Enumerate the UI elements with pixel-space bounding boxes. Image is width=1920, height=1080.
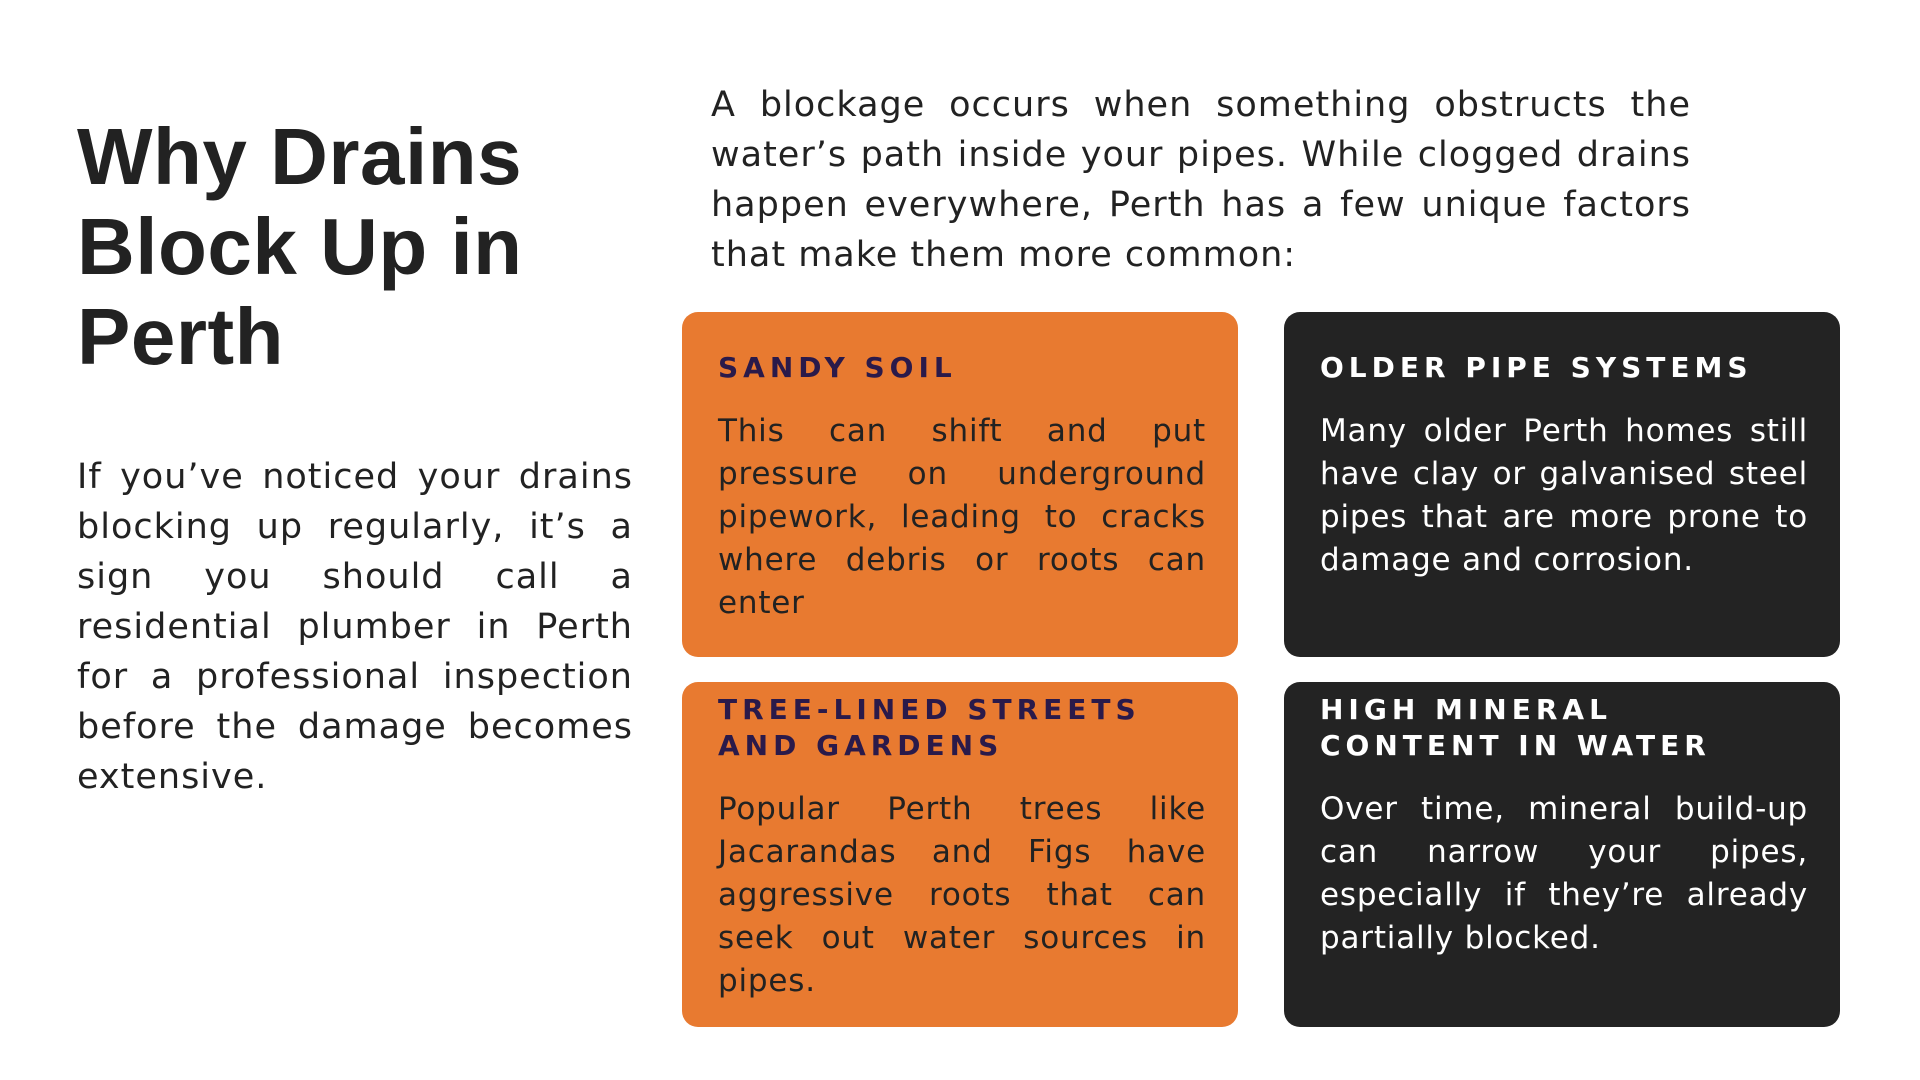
- card-high-mineral-content: [1284, 682, 1840, 1027]
- card-text: Popular Perth trees like Jacarandas and Figs have aggressive roots that can seek out water sources in pipes.: [718, 791, 1206, 999]
- card-older-pipe-systems: [1284, 312, 1840, 657]
- card-title: TREE-LINED STREETS AND GARDENS: [718, 693, 1141, 762]
- card-tree-lined-streets: [682, 682, 1238, 1027]
- card-sandy-soil: [682, 312, 1238, 657]
- page-title: Why Drains Block Up in Perth: [77, 112, 523, 381]
- card-text: Over time, mineral build-up can narrow your pipes, especially if they’re already partially blocked.: [1320, 791, 1808, 956]
- card-text: This can shift and put pressure on underground pipework, leading to cracks where debris or roots can enter: [718, 413, 1206, 621]
- card-title: OLDER PIPE SYSTEMS: [1320, 351, 1753, 384]
- card-title: HIGH MINERAL CONTENT IN WATER: [1320, 693, 1711, 762]
- card-text: Many older Perth homes still have clay or galvanised steel pipes that are more prone to damage and corrosion.: [1320, 413, 1808, 578]
- card-title: SANDY SOIL: [718, 351, 957, 384]
- left-paragraph: If you’ve noticed your drains blocking up regularly, it’s a sign you should call a residential plumber in Perth for a professional inspection before the damage becomes extensive.: [77, 457, 633, 797]
- intro-paragraph: A blockage occurs when something obstructs the water’s path inside your pipes. While clogged drains happen everywhere, Perth has a few unique factors that make them more common:: [711, 85, 1691, 275]
